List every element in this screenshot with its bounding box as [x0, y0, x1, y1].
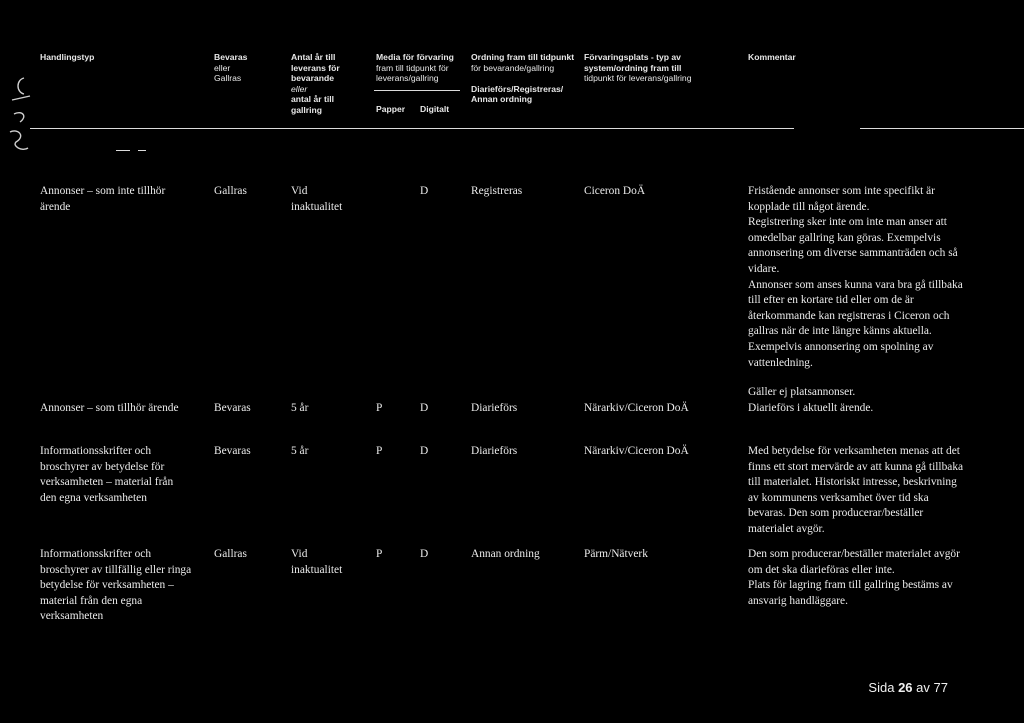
row1-bevaras: Gallras — [214, 185, 247, 197]
row2-kommentar: Diarieförs i aktuellt ärende. — [748, 402, 874, 414]
row2-handlingstyp: Annonser – som tillhör ärende — [40, 402, 179, 414]
row4-bevaras: Gallras — [214, 548, 247, 560]
header-ordning: Ordning fram till tidpunkt för bevarande/gallring Diarieförs/Registreras/ Annan ordning — [471, 52, 575, 105]
row1-kommentar: Fristående annonser som inte specifikt är kopplade till något ärende. Registrering sker inte om inte man anser att omedelbar gallring kan göras. Exempelvis annonsering om diverse sammanträden och så vidare. Annonser som anses kunna vara bra gå tillbaka till efter en kortare tid eller om de är återkommande kan registreras i Ciceron och gallras när de inte längre känns aktuella. Exempelvis annonsering om spolning av vattenledning. Gäller ej platsannonser. — [748, 185, 963, 399]
row4-handlingstyp: Informationsskrifter och broschyrer av tillfällig eller ringa betydelse för verksamheten – material från den egna verksamheten — [40, 548, 192, 623]
row3-digitalt: D — [420, 445, 429, 457]
row3-ordning: Diarieförs — [471, 445, 518, 457]
row1-forvaringsplats: Ciceron DoÄ — [584, 185, 646, 197]
row2-ordning: Diarieförs — [471, 402, 518, 414]
header-handlingstyp: Handlingstyp — [40, 52, 95, 62]
header-short-rule-2 — [138, 150, 146, 151]
row1-ordning: Registreras — [471, 185, 523, 197]
page-number: Sida 26 av 77 — [868, 680, 948, 695]
header-papper: Papper — [376, 104, 406, 114]
row4-forvaringsplats: Pärm/Nätverk — [584, 548, 648, 560]
row1-antal-ar: Vid inaktualitet — [291, 185, 343, 213]
row4-papper: P — [376, 548, 383, 560]
header-media-divider — [374, 90, 460, 91]
row4-ordning: Annan ordning — [471, 548, 540, 560]
header-bottom-rule — [30, 128, 794, 129]
handwritten-margin-mark — [2, 70, 40, 160]
row3-antal-ar: 5 år — [291, 445, 309, 457]
row3-bevaras: Bevaras — [214, 445, 251, 457]
row2-bevaras: Bevaras — [214, 402, 251, 414]
header-short-rule — [116, 150, 130, 151]
header-digitalt: Digitalt — [420, 104, 450, 114]
row4-antal-ar: Vid inaktualitet — [291, 548, 343, 576]
row4-kommentar: Den som producerar/beställer materialet avgör om det ska diarieföras eller inte. Plats för lagring fram till gallring bestäms av ansvarig handläggare. — [748, 548, 960, 607]
row3-handlingstyp: Informationsskrifter och broschyrer av betydelse för verksamheten – material från den egna verksamheten — [40, 445, 174, 504]
header-forvaringsplats: Förvaringsplats - typ av system/ordning fram till tidpunkt för leverans/gallring — [584, 52, 692, 84]
header-bottom-rule-right — [860, 128, 1024, 129]
row1-digitalt: D — [420, 185, 429, 197]
row3-papper: P — [376, 445, 383, 457]
row3-kommentar: Med betydelse för verksamheten menas att det finns ett stort mervärde av att kunna gå tillbaka till materialet. Historiskt intresse, beskrivning av kommunens verksamhet över tid ska bevaras. Den som producerar/beställer materialet avgör. — [748, 445, 964, 535]
row2-forvaringsplats: Närarkiv/Ciceron DoÄ — [584, 402, 689, 414]
header-kommentar: Kommentar — [748, 52, 796, 62]
header-media: Media för förvaring fram till tidpunkt för leverans/gallring — [376, 52, 454, 84]
row1-handlingstyp: Annonser – som inte tillhör ärende — [40, 185, 166, 213]
row2-antal-ar: 5 år — [291, 402, 309, 414]
row2-papper: P — [376, 402, 383, 414]
row3-forvaringsplats: Närarkiv/Ciceron DoÄ — [584, 445, 689, 457]
header-antal-ar: Antal år till leverans för bevarande eller antal år till gallring — [291, 52, 340, 115]
header-bevaras-eller-gallras: Bevaras eller Gallras — [214, 52, 248, 84]
row4-digitalt: D — [420, 548, 429, 560]
row2-digitalt: D — [420, 402, 429, 414]
